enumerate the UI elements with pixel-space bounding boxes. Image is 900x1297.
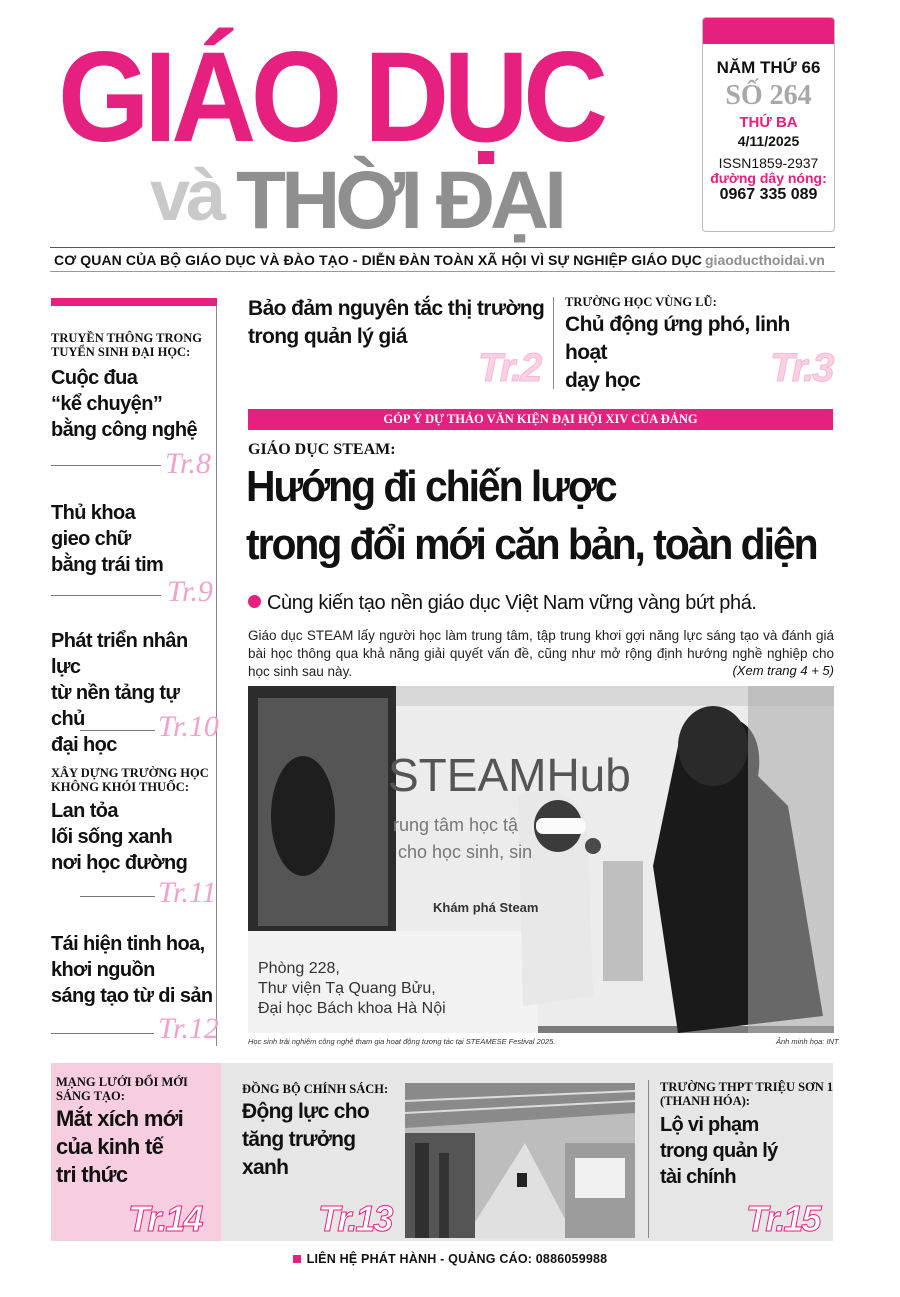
- hotline-number: 0967 335 089: [719, 185, 818, 203]
- sidebar-top-bar: [51, 298, 217, 306]
- hotline-label: đường dây nóng:: [710, 170, 827, 186]
- teaser-headline-line: dạy học: [565, 369, 641, 392]
- photo-caption: Học sinh trải nghiệm công nghệ tham gia hoạt động tương tác tại STEAMESE Festival 2025.: [248, 1037, 556, 1046]
- photo-room-line: Đại học Bách khoa Hà Nội: [258, 1000, 446, 1017]
- main-photo-illustration: [248, 686, 834, 1033]
- sidebar-story-1[interactable]: [51, 331, 211, 443]
- page-ref[interactable]: Tr.12: [158, 1012, 219, 1045]
- main-headline-line: trong đổi mới căn bản, toàn diện: [246, 520, 817, 569]
- page-ref[interactable]: Tr.8: [165, 447, 211, 480]
- logo-subtitle: THỜI ĐẠI: [236, 155, 563, 246]
- main-subhead: [248, 592, 757, 615]
- bottom-kicker: MẠNG LƯỚI ĐỔI MỚI: [56, 1075, 188, 1089]
- bottom-headline-line: Mắt xích mới: [56, 1106, 184, 1131]
- page-ref[interactable]: Tr.2: [478, 346, 541, 390]
- bottom-headline-line: Lộ vi phạm: [660, 1114, 759, 1136]
- sidebar-headline-line: từ nền tảng tự chủ: [51, 682, 180, 730]
- teaser-headline-line: Bảo đảm nguyên tắc thị trường: [248, 297, 545, 320]
- masthead-rule-bottom: [50, 271, 835, 272]
- issue-date: 4/11/2025: [737, 133, 800, 149]
- photo-brand-text: STEAMHub: [388, 749, 631, 801]
- photo-text-line: cho học sinh, sin: [398, 842, 533, 862]
- page-ref[interactable]: Tr.11: [158, 876, 217, 909]
- bottom-headline-line: của kinh tế: [56, 1134, 164, 1159]
- sidebar-headline-line: bằng trái tim: [51, 554, 164, 576]
- issue-info-box: [702, 17, 835, 232]
- sidebar-story-5[interactable]: [51, 931, 216, 1009]
- bottom-headline-line: Động lực cho: [242, 1100, 369, 1123]
- sidebar-headline-line: Phát triển nhân lực: [51, 630, 188, 678]
- sidebar-headline-line: khơi nguồn: [51, 959, 155, 981]
- bottom-headline-line: trong quản lý: [660, 1140, 778, 1162]
- masthead-rule-top: [50, 247, 835, 248]
- main-photo: [248, 686, 834, 1033]
- sidebar-headline-line: đại học: [51, 734, 117, 756]
- sidebar-headline-line: sáng tạo từ di sản: [51, 985, 213, 1007]
- sidebar-headline-line: gieo chữ: [51, 528, 131, 550]
- bottom-story-innovation[interactable]: [56, 1075, 221, 1189]
- sidebar-headline-line: lối sống xanh: [51, 826, 173, 848]
- sidebar-headline-line: Thủ khoa: [51, 502, 136, 524]
- footer-contact: [0, 1252, 900, 1266]
- bottom-divider: [648, 1080, 649, 1238]
- sidebar-headline-line: bằng công nghệ: [51, 419, 198, 441]
- page-ref-line: [80, 896, 155, 897]
- bottom-kicker: (THANH HÓA):: [660, 1094, 750, 1108]
- bottom-headline-line: tài chính: [660, 1166, 736, 1188]
- sidebar-story-4[interactable]: [51, 766, 211, 876]
- page-ref-line: [51, 1033, 154, 1034]
- page-ref[interactable]: Tr.14: [128, 1198, 202, 1239]
- bottom-kicker: TRƯỜNG THPT TRIỆU SƠN 1: [660, 1080, 834, 1094]
- teaser-headline-line: trong quản lý giá: [248, 325, 407, 348]
- teaser-price-management[interactable]: [248, 295, 548, 351]
- sidebar-kicker: XÂY DỰNG TRƯỜNG HỌC KHÔNG KHÓI THUỐC:: [51, 766, 209, 794]
- bullet-dot-icon: [248, 595, 261, 608]
- issue-weekday: THỨ BA: [739, 114, 798, 131]
- page-ref[interactable]: Tr.15: [746, 1198, 820, 1239]
- photo-room-line: Thư viện Tạ Quang Bửu,: [258, 980, 436, 997]
- photo-credit: Ảnh minh họa: INT: [776, 1037, 839, 1046]
- sidebar-headline-line: “kể chuyện”: [51, 393, 163, 415]
- page-ref-line: [51, 465, 161, 466]
- factory-illustration: [405, 1083, 635, 1238]
- section-banner: GÓP Ý DỰ THẢO VĂN KIỆN ĐẠI HỘI XIV CỦA ĐẢNG: [248, 409, 833, 430]
- teaser-kicker: TRƯỜNG HỌC VÙNG LŨ:: [565, 295, 717, 309]
- website-link[interactable]: giaoducthoidai.vn: [705, 252, 825, 268]
- photo-text-line: rung tâm học tậ: [393, 815, 519, 835]
- issue-number: SỐ 264: [725, 80, 812, 111]
- issue-year: NĂM THỨ 66: [716, 58, 821, 77]
- teaser-divider: [553, 297, 554, 389]
- footer-contact-text: LIÊN HỆ PHÁT HÀNH - QUẢNG CÁO: 0886059988: [306, 1252, 608, 1266]
- page-ref-line: [51, 595, 161, 596]
- bottom-kicker: SÁNG TẠO:: [56, 1089, 125, 1103]
- sidebar-headline-line: Tái hiện tinh hoa,: [51, 933, 205, 955]
- teaser-headline-line: Chủ động ứng phó, linh hoạt: [565, 313, 790, 364]
- photo-text-line: Khám phá Steam: [433, 900, 539, 915]
- agency-line: CƠ QUAN CỦA BỘ GIÁO DỤC VÀ ĐÀO TẠO - DIỄN ĐÀN TOÀN XÃ HỘI VÌ SỰ NGHIỆP GIÁO DỤC: [54, 252, 703, 268]
- page-ref[interactable]: Tr.3: [770, 346, 833, 390]
- photo-room-line: Phòng 228,: [258, 960, 340, 977]
- page-ref[interactable]: Tr.13: [318, 1198, 392, 1239]
- main-subhead-text: Cùng kiến tạo nền giáo dục Việt Nam vững vàng bứt phá.: [267, 592, 757, 614]
- sidebar-story-2[interactable]: [51, 500, 211, 578]
- bottom-headline-line: tri thức: [56, 1162, 128, 1187]
- logo-va: và: [150, 156, 223, 236]
- sidebar-headline-line: nơi học đường: [51, 852, 188, 874]
- issue-box-bar: [703, 18, 834, 44]
- main-kicker: GIÁO DỤC STEAM:: [248, 441, 396, 458]
- main-headline[interactable]: [246, 458, 817, 574]
- bottom-headline-line: tăng trưởng xanh: [242, 1128, 356, 1179]
- bottom-kicker: ĐỒNG BỘ CHÍNH SÁCH:: [242, 1082, 389, 1096]
- main-headline-line: Hướng đi chiến lược: [246, 462, 616, 511]
- page-ref[interactable]: Tr.10: [158, 710, 219, 743]
- main-body: Giáo dục STEAM lấy người học làm trung tâm, tập trung khơi gợi năng lực sáng tạo và đánh giá bài học thông qua khả năng giải quyết vấn đề, cũng như mở rộng định hướng nghề nghiệp cho học sinh sau này.: [248, 628, 834, 679]
- see-page-ref[interactable]: (Xem trang 4 + 5): [732, 663, 834, 678]
- sidebar-headline-line: Cuộc đua: [51, 367, 138, 389]
- factory-photo: [405, 1083, 635, 1238]
- issue-issn: ISSN1859-2937: [718, 155, 819, 171]
- logo-title: GIÁO DỤC: [58, 26, 603, 169]
- sidebar-divider: [216, 306, 217, 1046]
- page-ref[interactable]: Tr.9: [167, 575, 213, 608]
- page-ref-line: [80, 730, 155, 731]
- square-bullet-icon: [293, 1255, 301, 1263]
- bottom-story-green-growth[interactable]: [242, 1082, 402, 1182]
- bottom-story-trieu-son[interactable]: [660, 1080, 835, 1190]
- sidebar-headline-line: Lan tỏa: [51, 800, 118, 822]
- sidebar-kicker: TRUYỀN THÔNG TRONG TUYỂN SINH ĐẠI HỌC:: [51, 331, 202, 359]
